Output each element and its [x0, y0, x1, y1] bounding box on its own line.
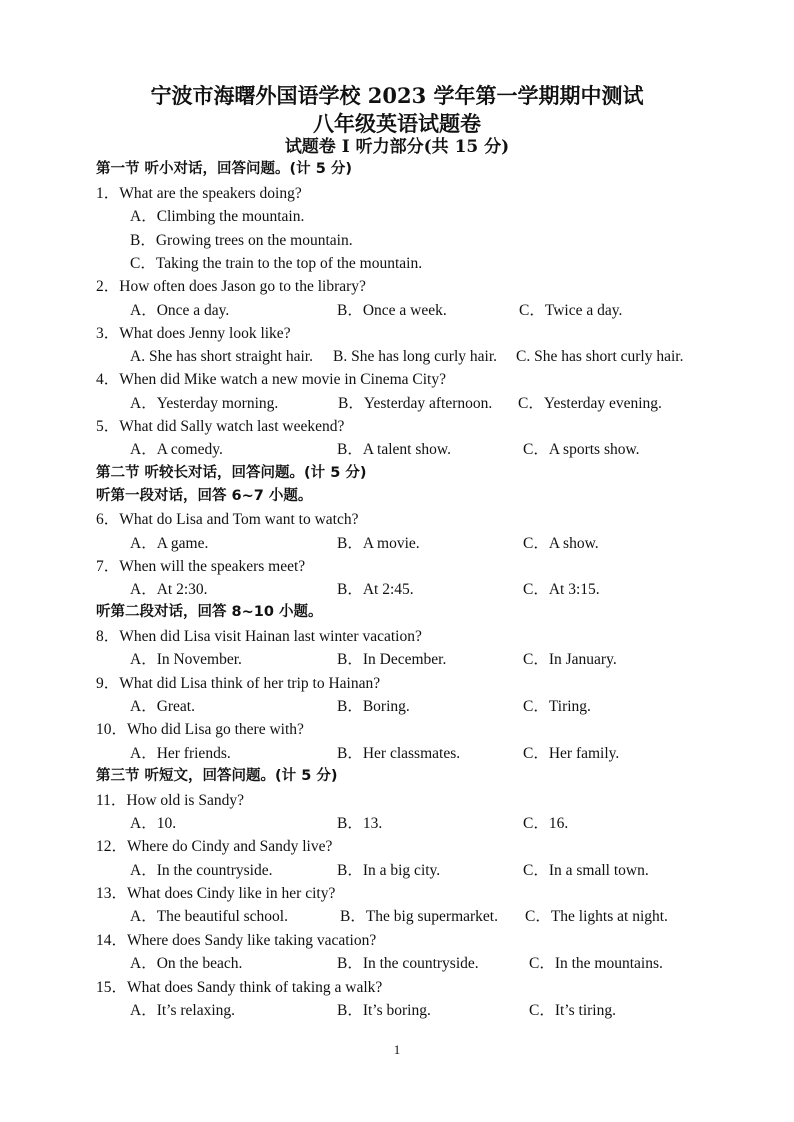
q9-option-b: B．Boring.	[337, 698, 410, 715]
q4-option-c: C．Yesterday evening.	[518, 395, 662, 412]
q11-option-c: C．16.	[523, 815, 569, 832]
q1-option-a: A．Climbing the mountain.	[130, 208, 305, 225]
section-2-heading: 第二节 听较长对话，回答问题。(计 5 分)	[96, 465, 367, 481]
q4-options	[0, 392, 794, 415]
q2-option-c: C．Twice a day.	[519, 302, 623, 319]
question-1: 1．What are the speakers doing?	[96, 185, 302, 202]
q14-option-c: C．In the mountains.	[529, 955, 663, 972]
q15-options	[0, 999, 794, 1022]
q7-option-b: B．At 2:45.	[337, 581, 414, 598]
question-12: 12．Where do Cindy and Sandy live?	[96, 838, 333, 855]
q6-option-c: C．A show.	[523, 535, 599, 552]
q13-option-a: A．The beautiful school.	[130, 908, 288, 925]
q3-option-c: C. She has short curly hair.	[516, 348, 684, 365]
q13-option-c: C．The lights at night.	[525, 908, 668, 925]
q14-options	[0, 952, 794, 975]
q3-option-b: B. She has long curly hair.	[333, 348, 498, 365]
q7-option-a: A．At 2:30.	[130, 581, 208, 598]
q11-option-a: A．10.	[130, 815, 177, 832]
section-1-heading: 第一节 听小对话，回答问题。(计 5 分)	[96, 161, 352, 177]
q12-option-a: A．In the countryside.	[130, 862, 273, 879]
q15-option-b: B．It’s boring.	[337, 1002, 431, 1019]
q2-options	[0, 299, 794, 322]
q4-option-b: B．Yesterday afternoon.	[338, 395, 493, 412]
question-4: 4．When did Mike watch a new movie in Cinema City?	[96, 371, 446, 388]
q1-option-b: B．Growing trees on the mountain.	[130, 232, 353, 249]
exam-title-line1: 宁波市海曙外国语学校 2023 学年第一学期期中测试	[150, 83, 644, 108]
q5-option-b: B．A talent show.	[337, 441, 451, 458]
q12-options	[0, 859, 794, 882]
q5-option-c: C．A sports show.	[523, 441, 640, 458]
q2-option-b: B．Once a week.	[337, 302, 447, 319]
section-2-part-1-heading: 听第一段对话，回答 6~7 小题。	[96, 488, 313, 504]
exam-subtitle: 试题卷 I 听力部分(共 15 分)	[284, 137, 510, 157]
q5-options	[0, 438, 794, 461]
q8-option-a: A．In November.	[130, 651, 242, 668]
q5-option-a: A．A comedy.	[130, 441, 223, 458]
question-7: 7．When will the speakers meet?	[96, 558, 306, 575]
q15-option-a: A．It’s relaxing.	[130, 1002, 236, 1019]
question-11: 11．How old is Sandy?	[96, 792, 244, 809]
question-8: 8．When did Lisa visit Hainan last winter vacation?	[96, 628, 422, 645]
question-9: 9．What did Lisa think of her trip to Hainan?	[96, 675, 381, 692]
q6-option-a: A．A game.	[130, 535, 209, 552]
q8-option-c: C．In January.	[523, 651, 617, 668]
q2-option-a: A．Once a day.	[130, 302, 230, 319]
question-6: 6．What do Lisa and Tom want to watch?	[96, 511, 359, 528]
q12-option-c: C．In a small town.	[523, 862, 649, 879]
q11-option-b: B．13.	[337, 815, 383, 832]
question-15: 15．What does Sandy think of taking a walk?	[96, 979, 383, 996]
q6-options	[0, 532, 794, 555]
q8-options	[0, 648, 794, 671]
q9-option-a: A．Great.	[130, 698, 195, 715]
q9-option-c: C．Tiring.	[523, 698, 591, 715]
q14-option-a: A．On the beach.	[130, 955, 243, 972]
q7-options	[0, 578, 794, 601]
q14-option-b: B．In the countryside.	[337, 955, 479, 972]
page-number: 1	[393, 1042, 401, 1057]
q13-options	[0, 905, 794, 928]
question-5: 5．What did Sally watch last weekend?	[96, 418, 345, 435]
question-13: 13．What does Cindy like in her city?	[96, 885, 336, 902]
q9-options	[0, 695, 794, 718]
q10-option-b: B．Her classmates.	[337, 745, 461, 762]
q13-option-b: B．The big supermarket.	[340, 908, 498, 925]
section-2-part-2-heading: 听第二段对话，回答 8~10 小题。	[96, 604, 323, 620]
question-2: 2．How often does Jason go to the library?	[96, 278, 366, 295]
q10-option-c: C．Her family.	[523, 745, 620, 762]
q11-options	[0, 812, 794, 835]
q1-option-c: C．Taking the train to the top of the mountain.	[130, 255, 423, 272]
q15-option-c: C．It’s tiring.	[529, 1002, 616, 1019]
q6-option-b: B．A movie.	[337, 535, 420, 552]
q12-option-b: B．In a big city.	[337, 862, 441, 879]
q3-option-a: A. She has short straight hair.	[130, 348, 313, 365]
q3-options	[0, 345, 794, 368]
q8-option-b: B．In December.	[337, 651, 447, 668]
section-3-heading: 第三节 听短文，回答问题。(计 5 分)	[96, 768, 338, 784]
q10-options	[0, 742, 794, 765]
question-14: 14．Where does Sandy like taking vacation?	[96, 932, 377, 949]
exam-title-line2: 八年级英语试题卷	[313, 111, 481, 136]
q7-option-c: C．At 3:15.	[523, 581, 600, 598]
question-10: 10．Who did Lisa go there with?	[96, 721, 304, 738]
question-3: 3．What does Jenny look like?	[96, 325, 291, 342]
q10-option-a: A．Her friends.	[130, 745, 231, 762]
q4-option-a: A．Yesterday morning.	[130, 395, 279, 412]
